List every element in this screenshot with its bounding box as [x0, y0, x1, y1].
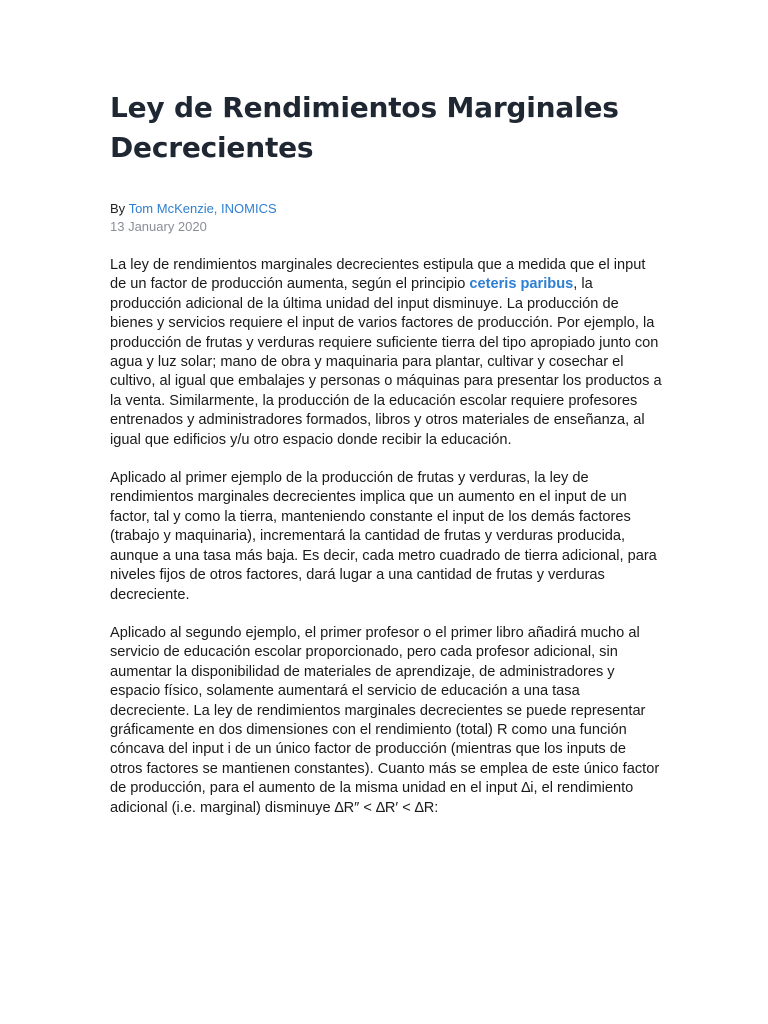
byline	[110, 200, 662, 218]
page-title: Ley de Rendimientos Marginales Decrecientes	[110, 91, 619, 164]
paragraph-1-text-b: , la producción adicional de la última unidad del input disminuye. La producción de bienes y servicios requiere el input de varios factores de producción. Por ejemplo, la producción de frutas y verduras requiere suficiente tierra del tipo apropiado junto con agua y luz solar; mano de obra y maquinaria para plantar, cultivar y cosechar el cultivo, al igual que embalajes y personas o máquinas para presentar los productos a la venta. Similarmente, la producción de la educación escolar requiere profesores entrenados y administradores formados, libros y otros materiales de enseñanza, al igual que edificios y/u otro espacio donde recibir la educación.	[110, 276, 662, 448]
article	[110, 88, 662, 837]
paragraph-1-text-a: La ley de rendimientos marginales decrecientes estipula que a medida que el input de un factor de producción aumenta, según el principio	[110, 257, 646, 293]
author-link[interactable]: Tom McKenzie, INOMICS	[128, 201, 277, 216]
paragraph-3: Aplicado al segundo ejemplo, el primer profesor o el primer libro añadirá mucho al servicio de educación escolar proporcionado, pero cada profesor adicional, sin aumentar la disponibilidad de materiales de aprendizaje, de administradores y espacio físico, solamente aumentará el servicio de educación a una tasa decreciente. La ley de rendimientos marginales decrecientes se puede representar gráficamente en dos dimensiones con el rendimiento (total) R como una función cóncava del input i de un único factor de producción (mientras que los inputs de otros factores se mantienen constantes). Cuanto más se emplea de este único factor de producción, para el aumento de la misma unidad en el input ∆i, el rendimiento adicional (i.e. marginal) disminuye ∆R″ < ∆R′ < ∆R:	[110, 624, 660, 816]
paragraph-1	[110, 256, 662, 450]
ceteris-paribus-link[interactable]: ceteris paribus	[469, 276, 574, 293]
paragraph-2: Aplicado al primer ejemplo de la producción de frutas y verduras, la ley de rendimientos marginales decrecientes implica que un aumento en el input de un factor, tal y como la tierra, manteniendo constante el input de los demás factores (trabajo y maquinaria), incrementará la cantidad de frutas y verduras producida, aunque a una tasa más baja. Es decir, cada metro cuadrado de tierra adicional, para niveles fijos de otros factores, dará lugar a una cantidad de frutas y verduras decreciente.	[110, 470, 657, 603]
byline-prefix: By	[110, 201, 129, 216]
article-body	[110, 256, 662, 818]
publish-date: 13 January 2020	[110, 219, 207, 234]
